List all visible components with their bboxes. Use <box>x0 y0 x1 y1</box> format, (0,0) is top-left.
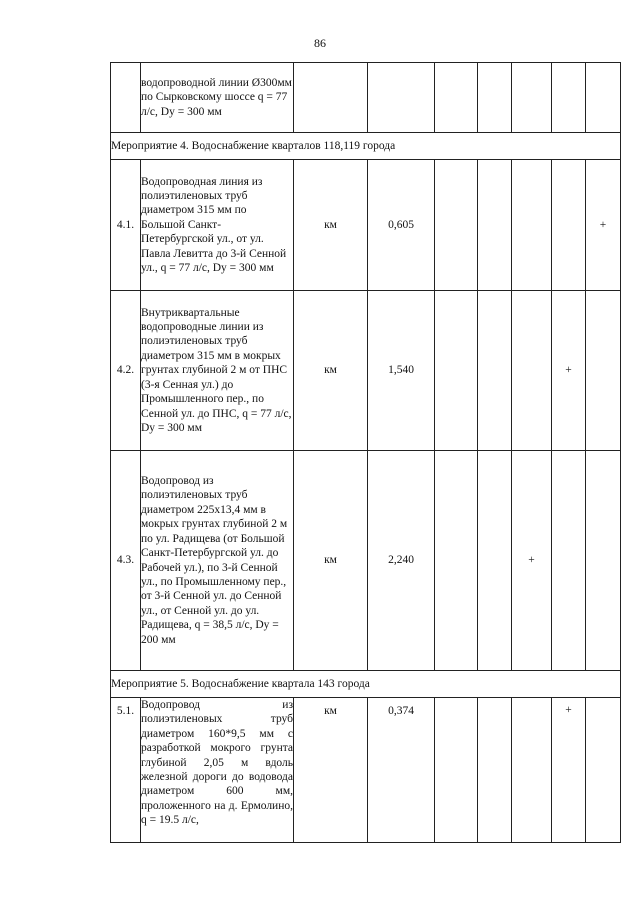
page-number: 86 <box>314 36 326 50</box>
row-quantity: 2,240 <box>368 451 435 671</box>
row-number: 5.1. <box>111 698 141 843</box>
row-unit: км <box>294 698 368 843</box>
row-number <box>111 63 141 133</box>
schedule-mark <box>512 698 552 843</box>
row-quantity <box>368 63 435 133</box>
schedule-mark: + <box>586 160 621 291</box>
row-number: 4.2. <box>111 291 141 451</box>
row-description: Водопровод из полиэтиленовых труб диаметром 225х13,4 мм в мокрых грунтах глубиной 2 м по ул. Радищева (от Большой Санкт-Петербургской ул. до Рабочей ул.), по 3-й Сенной ул., по Промышленному пер., от 3-й Сенной ул. до Сенной ул., от Сенной ул. до ул. Радищева, q = 38,5 л/с, Dy = 200 мм <box>141 451 294 671</box>
row-description: Водопроводная линия из полиэтиленовых труб диаметром 315 мм по Большой Санкт-Петербургской ул., от ул. Павла Левитта до 3-й Сенной ул., q = 77 л/с, Dy = 300 мм <box>141 160 294 291</box>
row-quantity: 0,605 <box>368 160 435 291</box>
table-row <box>111 291 621 451</box>
row-description: Внутриквартальные водопроводные линии из полиэтиленовых труб диаметром 315 мм в мокрых грунтах глубиной 2 м от ПНС (3-я Сенная ул.) до Промышленного пер., по Сенной ул. до ПНС, q = 77 л/с, Dy = 300 мм <box>141 291 294 451</box>
schedule-mark <box>586 63 621 133</box>
schedule-mark <box>512 160 552 291</box>
table-row <box>111 63 621 133</box>
schedule-mark: + <box>552 291 586 451</box>
section-row <box>111 671 621 698</box>
schedule-mark <box>552 160 586 291</box>
row-number: 4.1. <box>111 160 141 291</box>
table-row <box>111 451 621 671</box>
row-number: 4.3. <box>111 451 141 671</box>
schedule-mark <box>435 698 478 843</box>
schedule-mark <box>512 63 552 133</box>
schedule-mark <box>478 291 512 451</box>
schedule-mark <box>435 291 478 451</box>
measures-table <box>110 62 621 843</box>
table-row <box>111 160 621 291</box>
row-quantity: 1,540 <box>368 291 435 451</box>
row-description: Водопровод из полиэтиленовых труб диаметром 160*9,5 мм с разработкой мокрого грунта глубиной 2,05 м вдоль железной дороги до водовода диаметром 600 мм, проложенного на д. Ермолино, q = 19.5 л/с, <box>141 698 294 843</box>
schedule-mark <box>478 63 512 133</box>
schedule-mark <box>586 291 621 451</box>
schedule-mark <box>435 451 478 671</box>
row-unit: км <box>294 451 368 671</box>
row-unit: км <box>294 291 368 451</box>
schedule-mark <box>586 451 621 671</box>
schedule-mark <box>478 451 512 671</box>
schedule-mark <box>478 160 512 291</box>
schedule-mark <box>512 291 552 451</box>
schedule-mark <box>478 698 512 843</box>
schedule-mark <box>435 160 478 291</box>
table-row <box>111 698 621 843</box>
schedule-mark <box>586 698 621 843</box>
schedule-mark <box>552 63 586 133</box>
row-unit: км <box>294 160 368 291</box>
schedule-mark: + <box>512 451 552 671</box>
row-unit <box>294 63 368 133</box>
row-description: водопроводной линии Ø300мм по Сырковскому шоссе q = 77 л/с, Dy = 300 мм <box>141 63 294 133</box>
schedule-mark <box>552 451 586 671</box>
schedule-mark: + <box>552 698 586 843</box>
section-title: Мероприятие 5. Водоснабжение квартала 143 города <box>111 671 621 698</box>
section-title: Мероприятие 4. Водоснабжение кварталов 118,119 города <box>111 133 621 160</box>
section-row <box>111 133 621 160</box>
schedule-mark <box>435 63 478 133</box>
row-quantity: 0,374 <box>368 698 435 843</box>
